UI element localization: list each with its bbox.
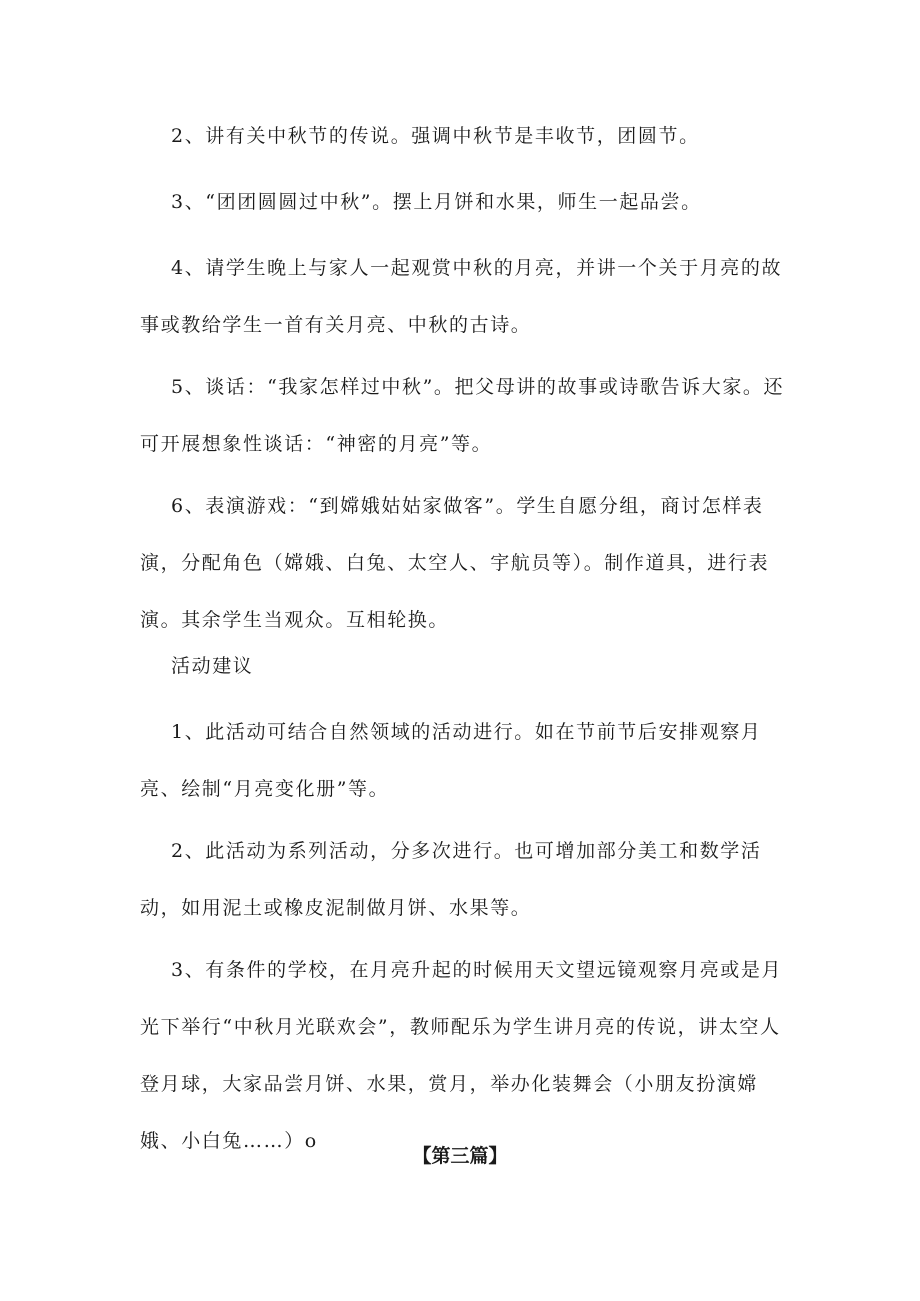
paragraph-item-5: 5、谈话：“我家怎样过中秋”。把父母讲的故事或诗歌告诉大家。还可开展想象性谈话：“神密的月亮”等。 bbox=[140, 376, 785, 455]
paragraph-item-2: 2、讲有关中秋节的传说。强调中秋节是丰收节，团圆节。 bbox=[171, 125, 700, 147]
suggestion-item-3: 3、有条件的学校，在月亮升起的时候用天文望远镜观察月亮或是月光下举行“中秋月光联欢会”，教师配乐为学生讲月亮的传说，讲太空人登月球，大家品尝月饼、水果，赏月，举办化装舞会（小朋友扮演嫦娥、小白兔……）o bbox=[140, 959, 783, 1152]
section-title: 【第三篇】 bbox=[412, 1145, 508, 1167]
paragraph-item-4: 4、请学生晚上与家人一起观赏中秋的月亮，并讲一个关于月亮的故事或教给学生一首有关月亮、中秋的古诗。 bbox=[140, 257, 783, 336]
suggestions-heading: 活动建议 bbox=[171, 655, 254, 677]
suggestion-item-2: 2、此活动为系列活动，分多次进行。也可增加部分美工和数学活动，如用泥土或橡皮泥制做月饼、水果等。 bbox=[140, 840, 762, 919]
suggestion-item-1: 1、此活动可结合自然领域的活动进行。如在节前节后安排观察月亮、绘制“月亮变化册”等。 bbox=[140, 721, 762, 800]
paragraph-item-3: 3、“团团圆圆过中秋”。摆上月饼和水果，师生一起品尝。 bbox=[171, 191, 702, 213]
paragraph-item-6: 6、表演游戏：“到嫦娥姑姑家做客”。学生自愿分组，商讨怎样表演，分配角色（嫦娥、白兔、太空人、宇航员等）。制作道具，进行表演。其余学生当观众。互相轮换。 bbox=[140, 495, 770, 631]
